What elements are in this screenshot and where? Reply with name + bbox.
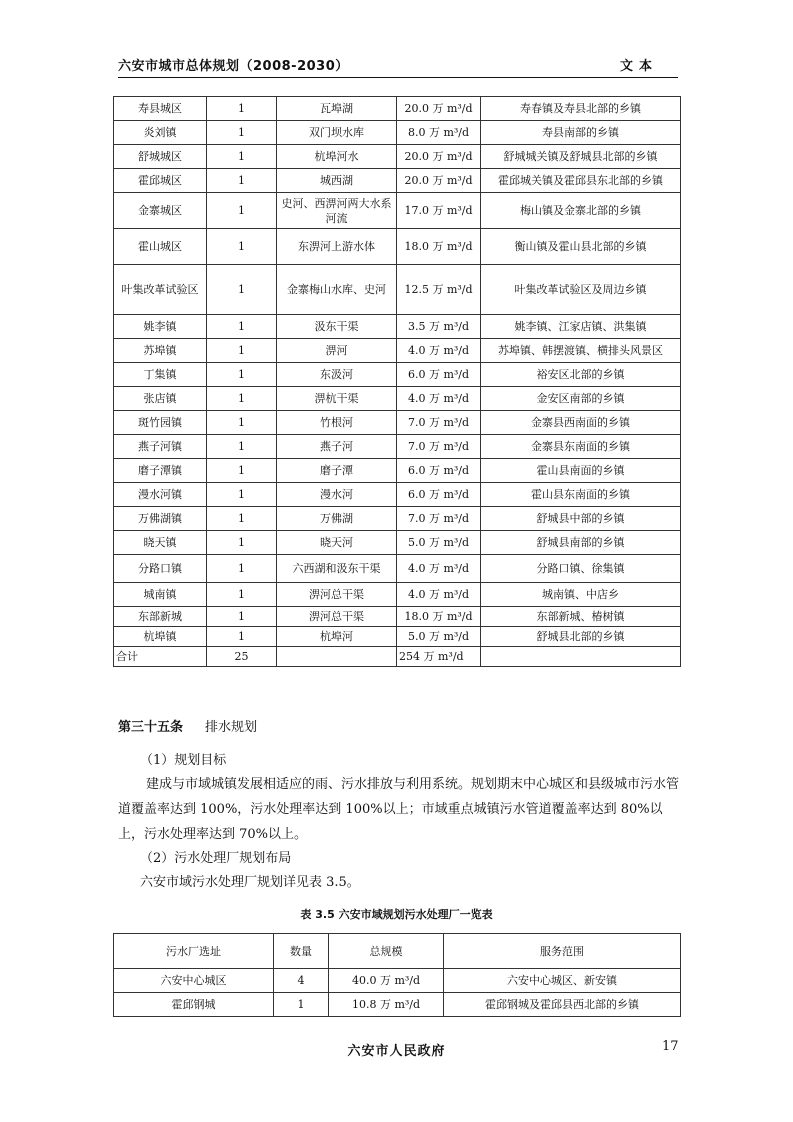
table-cell: 分路口镇、徐集镇 — [481, 555, 681, 583]
table-header-row — [114, 934, 681, 969]
page-header — [118, 55, 678, 77]
table-cell: 金安区南部的乡镇 — [481, 387, 681, 411]
table-cell: 竹根河 — [277, 411, 397, 435]
table-cell: 漫水河镇 — [114, 483, 207, 507]
document-type-label: 文本 — [619, 59, 658, 74]
table-cell: 杭埠镇 — [114, 627, 207, 647]
body-paragraph: 建成与市域城镇发展相适应的雨、污水排放与利用系统。规划期末中心城区和县级城市污水管道覆盖率达到 100%，污水处理率达到 100%以上；市域重点城镇污水管道覆盖率达到 80%以上，污水处理率达到 70%以上。 — [118, 777, 680, 842]
table-cell: 张店镇 — [114, 387, 207, 411]
table-cell: 1 — [207, 435, 277, 459]
table-row — [114, 339, 681, 363]
table-cell: 1 — [207, 121, 277, 145]
table-cell: 17.0 万 m³/d — [397, 193, 481, 229]
table-cell: 12.5 万 m³/d — [397, 265, 481, 315]
table-cell: 1 — [207, 555, 277, 583]
table-cell: 燕子河 — [277, 435, 397, 459]
table-cell: 1 — [207, 483, 277, 507]
section-number: 第三十五条 — [118, 720, 184, 735]
table-header-cell: 数量 — [274, 934, 329, 969]
table-row — [114, 145, 681, 169]
table-cell: 霍邱城关镇及霍邱县东北部的乡镇 — [481, 169, 681, 193]
table-cell: 淠河总干渠 — [277, 583, 397, 607]
table-cell: 舒城城关镇及舒城县北部的乡镇 — [481, 145, 681, 169]
table-cell: 磨子潭 — [277, 459, 397, 483]
table-cell: 7.0 万 m³/d — [397, 435, 481, 459]
table-row — [114, 583, 681, 607]
table-row — [114, 265, 681, 315]
table-cell: 东部新城、椿树镇 — [481, 607, 681, 627]
table-cell: 1 — [207, 627, 277, 647]
section-heading — [118, 716, 257, 735]
table-reference: 六安市域污水处理厂规划详见表 3.5。 — [140, 875, 360, 890]
table-cell: 7.0 万 m³/d — [397, 411, 481, 435]
table-cell: 斑竹园镇 — [114, 411, 207, 435]
table-cell: 寿县城区 — [114, 97, 207, 121]
table-row — [114, 169, 681, 193]
table-cell: 六安中心城区、新安镇 — [444, 969, 681, 993]
table-row — [114, 459, 681, 483]
table-cell: 7.0 万 m³/d — [397, 507, 481, 531]
table-cell: 霍山县东南面的乡镇 — [481, 483, 681, 507]
table-cell: 20.0 万 m³/d — [397, 145, 481, 169]
table-cell: 霍山县南面的乡镇 — [481, 459, 681, 483]
table-cell: 姚李镇、江家店镇、洪集镇 — [481, 315, 681, 339]
table-cell: 1 — [207, 607, 277, 627]
table-cell: 万佛湖镇 — [114, 507, 207, 531]
table-cell: 苏埠镇 — [114, 339, 207, 363]
table-cell: 4.0 万 m³/d — [397, 387, 481, 411]
page-number: 17 — [662, 1039, 679, 1054]
table-cell: 1 — [207, 229, 277, 265]
table-row — [114, 229, 681, 265]
table-row — [114, 507, 681, 531]
table-cell: 叶集改革试验区及周边乡镇 — [481, 265, 681, 315]
table-row — [114, 411, 681, 435]
table-row — [114, 555, 681, 583]
table-cell: 1 — [207, 531, 277, 555]
table-cell: 4 — [274, 969, 329, 993]
table-cell: 1 — [207, 265, 277, 315]
table-cell: 254 万 m³/d — [397, 647, 481, 667]
table-cell: 8.0 万 m³/d — [397, 121, 481, 145]
table-cell: 燕子河镇 — [114, 435, 207, 459]
table-cell: 淠河 — [277, 339, 397, 363]
table-cell: 1 — [274, 993, 329, 1017]
table-cell: 金寨县西南面的乡镇 — [481, 411, 681, 435]
table-cell — [481, 647, 681, 667]
table-row — [114, 483, 681, 507]
table-cell: 舒城城区 — [114, 145, 207, 169]
table-cell: 城西湖 — [277, 169, 397, 193]
table-cell: 4.0 万 m³/d — [397, 339, 481, 363]
table-cell: 1 — [207, 315, 277, 339]
section-title: 排水规划 — [205, 720, 258, 735]
table-row — [114, 435, 681, 459]
table-total-row — [114, 647, 681, 667]
table-cell: 1 — [207, 145, 277, 169]
table-cell: 双门坝水库 — [277, 121, 397, 145]
table-cell: 4.0 万 m³/d — [397, 583, 481, 607]
table-cell: 4.0 万 m³/d — [397, 555, 481, 583]
table-cell: 分路口镇 — [114, 555, 207, 583]
table-row — [114, 607, 681, 627]
table-row — [114, 315, 681, 339]
table-cell: 1 — [207, 169, 277, 193]
table-cell: 东部新城 — [114, 607, 207, 627]
table-cell: 合计 — [114, 647, 207, 667]
table-cell: 20.0 万 m³/d — [397, 169, 481, 193]
item-heading-1: （1）规划目标 — [140, 753, 227, 768]
table-cell: 1 — [207, 193, 277, 229]
table-cell: 苏埠镇、韩摆渡镇、横排头风景区 — [481, 339, 681, 363]
table-cell: 40.0 万 m³/d — [329, 969, 444, 993]
table-cell: 舒城县北部的乡镇 — [481, 627, 681, 647]
table-cell: 霍邱钢城及霍邱县西北部的乡镇 — [444, 993, 681, 1017]
table-cell: 18.0 万 m³/d — [397, 607, 481, 627]
table-header-cell: 污水厂选址 — [114, 934, 274, 969]
table-cell: 裕安区北部的乡镇 — [481, 363, 681, 387]
table-cell: 丁集镇 — [114, 363, 207, 387]
table-cell: 霍邱钢城 — [114, 993, 274, 1017]
table-cell: 25 — [207, 647, 277, 667]
table-cell: 1 — [207, 411, 277, 435]
table-cell: 1 — [207, 363, 277, 387]
table-cell: 史河、西淠河两大水系河流 — [277, 193, 397, 229]
table-cell: 城南镇、中店乡 — [481, 583, 681, 607]
table-cell: 1 — [207, 387, 277, 411]
header-divider — [118, 77, 678, 78]
table-cell: 18.0 万 m³/d — [397, 229, 481, 265]
table-cell: 城南镇 — [114, 583, 207, 607]
table-row — [114, 993, 681, 1017]
table-caption: 表 3.5 六安市域规划污水处理厂一览表 — [300, 908, 493, 921]
table-cell: 姚李镇 — [114, 315, 207, 339]
table-cell: 1 — [207, 97, 277, 121]
table-cell: 磨子潭镇 — [114, 459, 207, 483]
table-row — [114, 387, 681, 411]
table-cell: 金寨梅山水库、史河 — [277, 265, 397, 315]
table-cell: 瓦埠湖 — [277, 97, 397, 121]
table-cell: 3.5 万 m³/d — [397, 315, 481, 339]
table-row — [114, 97, 681, 121]
table-cell: 5.0 万 m³/d — [397, 531, 481, 555]
table-cell: 晓天河 — [277, 531, 397, 555]
item-heading-2: （2）污水处理厂规划布局 — [140, 851, 292, 866]
table-cell: 舒城县中部的乡镇 — [481, 507, 681, 531]
table-row — [114, 627, 681, 647]
table-cell: 叶集改革试验区 — [114, 265, 207, 315]
table-cell: 金寨县东南面的乡镇 — [481, 435, 681, 459]
table-row — [114, 193, 681, 229]
table-row — [114, 531, 681, 555]
table-cell: 汲东干渠 — [277, 315, 397, 339]
document-title: 六安市城市总体规划（2008-2030） — [118, 59, 349, 74]
table-cell: 淠杭干渠 — [277, 387, 397, 411]
table-cell: 杭埠河水 — [277, 145, 397, 169]
table-cell: 衡山镇及霍山县北部的乡镇 — [481, 229, 681, 265]
table-cell: 5.0 万 m³/d — [397, 627, 481, 647]
page-footer: 六安市人民政府 — [347, 1044, 446, 1059]
table-row — [114, 969, 681, 993]
table-cell: 舒城县南部的乡镇 — [481, 531, 681, 555]
table-cell: 梅山镇及金寨北部的乡镇 — [481, 193, 681, 229]
table-row — [114, 121, 681, 145]
table-cell: 1 — [207, 507, 277, 531]
table-cell: 寿春镇及寿县北部的乡镇 — [481, 97, 681, 121]
table-cell: 6.0 万 m³/d — [397, 483, 481, 507]
table-cell: 20.0 万 m³/d — [397, 97, 481, 121]
table-cell: 金寨城区 — [114, 193, 207, 229]
table-cell — [277, 647, 397, 667]
table-cell: 1 — [207, 459, 277, 483]
table-cell: 寿县南部的乡镇 — [481, 121, 681, 145]
table-cell: 6.0 万 m³/d — [397, 459, 481, 483]
table-cell: 10.8 万 m³/d — [329, 993, 444, 1017]
table-cell: 万佛湖 — [277, 507, 397, 531]
table-header-cell: 服务范围 — [444, 934, 681, 969]
table-cell: 霍邱城区 — [114, 169, 207, 193]
table-cell: 东淠河上游水体 — [277, 229, 397, 265]
table-header-cell: 总规模 — [329, 934, 444, 969]
sewage-plant-table — [113, 933, 681, 1017]
table-cell: 东汲河 — [277, 363, 397, 387]
table-cell: 漫水河 — [277, 483, 397, 507]
table-cell: 1 — [207, 339, 277, 363]
table-cell: 霍山城区 — [114, 229, 207, 265]
table-cell: 淠河总干渠 — [277, 607, 397, 627]
table-cell: 6.0 万 m³/d — [397, 363, 481, 387]
table-cell: 炎刘镇 — [114, 121, 207, 145]
table-cell: 晓天镇 — [114, 531, 207, 555]
table-cell: 六西湖和汲东干渠 — [277, 555, 397, 583]
water-supply-table — [113, 96, 681, 667]
table-row — [114, 363, 681, 387]
table-cell: 六安中心城区 — [114, 969, 274, 993]
table-cell: 1 — [207, 583, 277, 607]
table-cell: 杭埠河 — [277, 627, 397, 647]
